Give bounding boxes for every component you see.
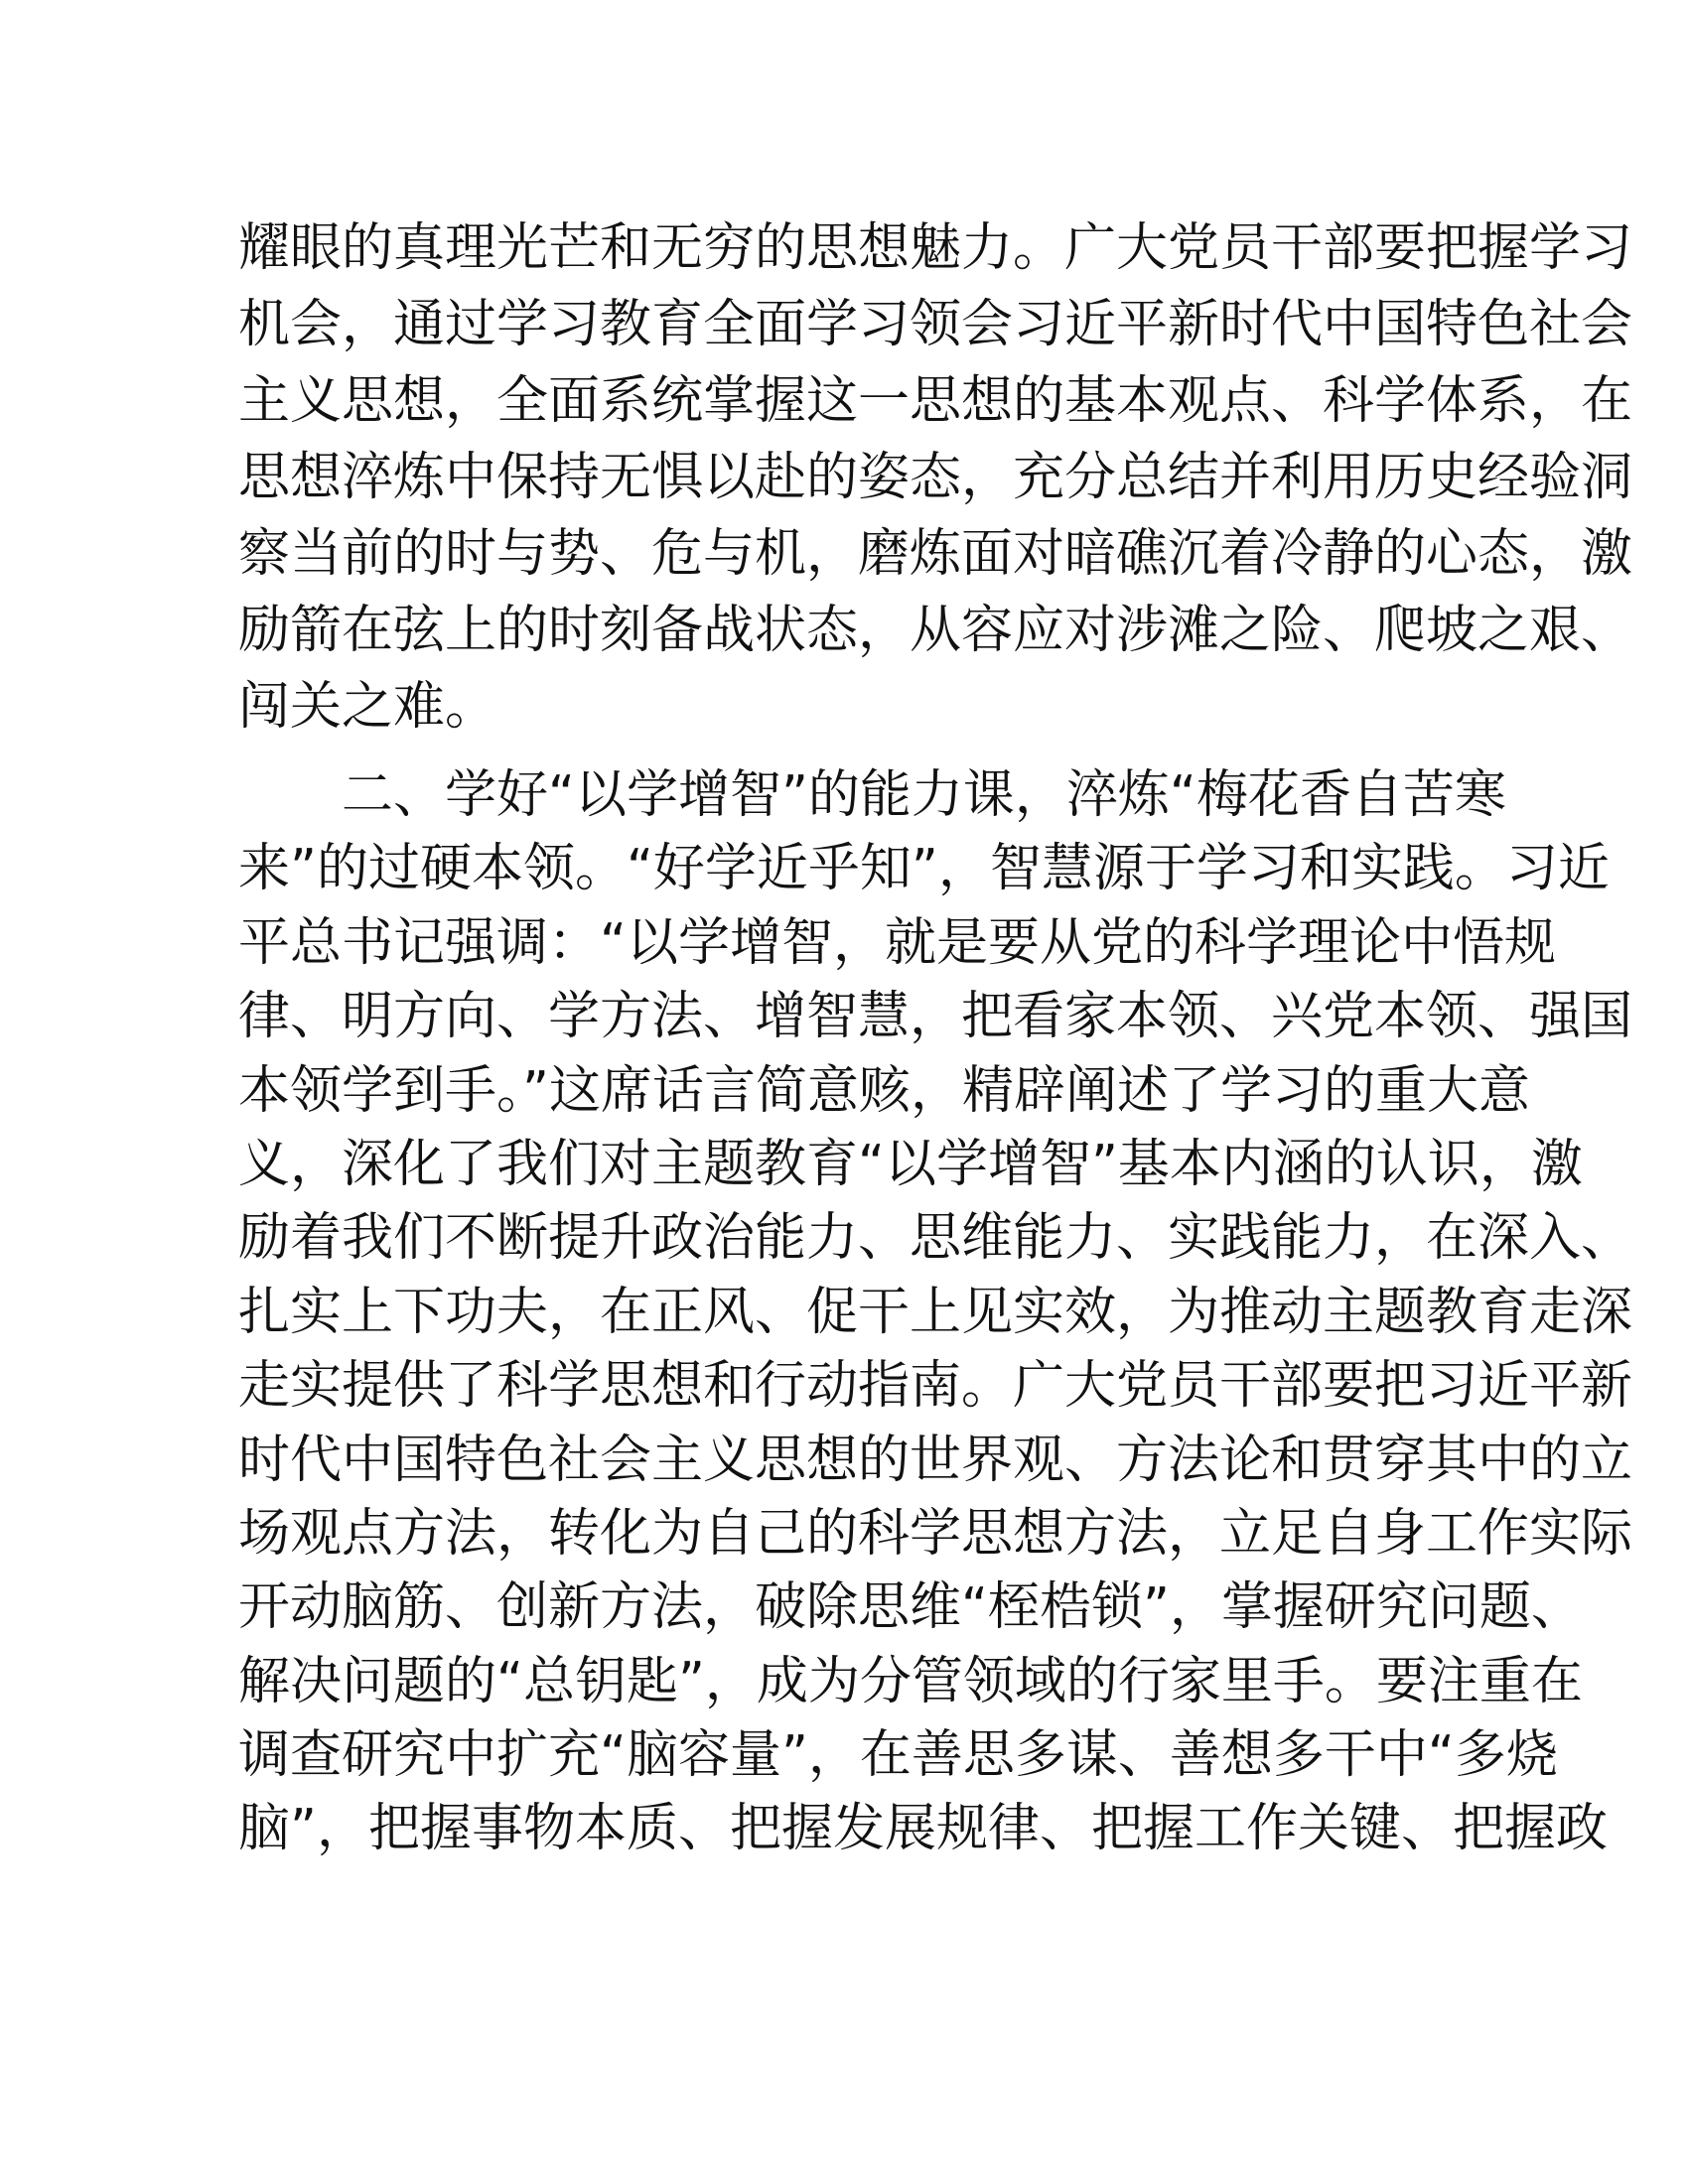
text-line: 励箭在弦上的时刻备战状态，从容应对涉滩之险、爬坡之艰、 [238, 601, 1633, 660]
text-line: 时代中国特色社会主义思想的世界观、方法论和贯穿其中的立 [238, 1430, 1633, 1490]
text-line: 开动脑筋、创新方法，破除思维“桎梏锁”，掌握研究问题、 [238, 1577, 1583, 1638]
text-line: 本领学到手。”这席话言简意赅，精辟阐述了学习的重大意 [238, 1060, 1530, 1121]
text-line: 思想淬炼中保持无惧以赴的姿态，充分总结并利用历史经验洞 [238, 448, 1633, 507]
text-line: 义，深化了我们对主题教育“以学增智”基本内涵的认识，激 [238, 1134, 1583, 1194]
text-line: 解决问题的“总钥匙”，成为分管领域的行家里手。要注重在 [238, 1651, 1583, 1711]
paragraph-2 [238, 758, 1633, 1866]
text-line: 耀眼的真理光芒和无穷的思想魅力。广大党员干部要把握学习 [238, 218, 1633, 278]
text-line: 闯关之难。 [238, 677, 497, 737]
text-line: 场观点方法，转化为自己的科学思想方法，立足自身工作实际 [238, 1503, 1633, 1564]
text-line: 调查研究中扩充“脑容量”，在善思多谋、善想多干中“多烧 [238, 1725, 1558, 1786]
text-line: 机会，通过学习教育全面学习领会习近平新时代中国特色社会 [238, 295, 1633, 354]
text-line: 来”的过硬本领。“好学近乎知”，智慧源于学习和实践。习近 [238, 839, 1610, 899]
text-line: 扎实上下功夫，在正风、促干上见实效，为推动主题教育走深 [238, 1282, 1633, 1342]
text-line: 走实提供了科学思想和行动指南。广大党员干部要把习近平新 [238, 1356, 1633, 1417]
text-line: 脑”，把握事物本质、把握发展规律、把握工作关键、把握政 [238, 1799, 1608, 1859]
text-line: 察当前的时与势、危与机，磨炼面对暗礁沉着冷静的心态，激 [238, 524, 1633, 584]
text-line: 平总书记强调：“以学增智，就是要从党的科学理论中悟规 [238, 912, 1556, 973]
paragraph-1 [238, 210, 1633, 746]
text-line: 律、明方向、学方法、增智慧，把看家本领、兴党本领、强国 [238, 987, 1633, 1047]
text-line: 励着我们不断提升政治能力、思维能力、实践能力，在深入、 [238, 1208, 1633, 1269]
text-line: 主义思想，全面系统掌握这一思想的基本观点、科学体系，在 [238, 371, 1633, 431]
section-heading-line: 二、学好“以学增智”的能力课，淬炼“梅花香自苦寒 [342, 765, 1506, 825]
